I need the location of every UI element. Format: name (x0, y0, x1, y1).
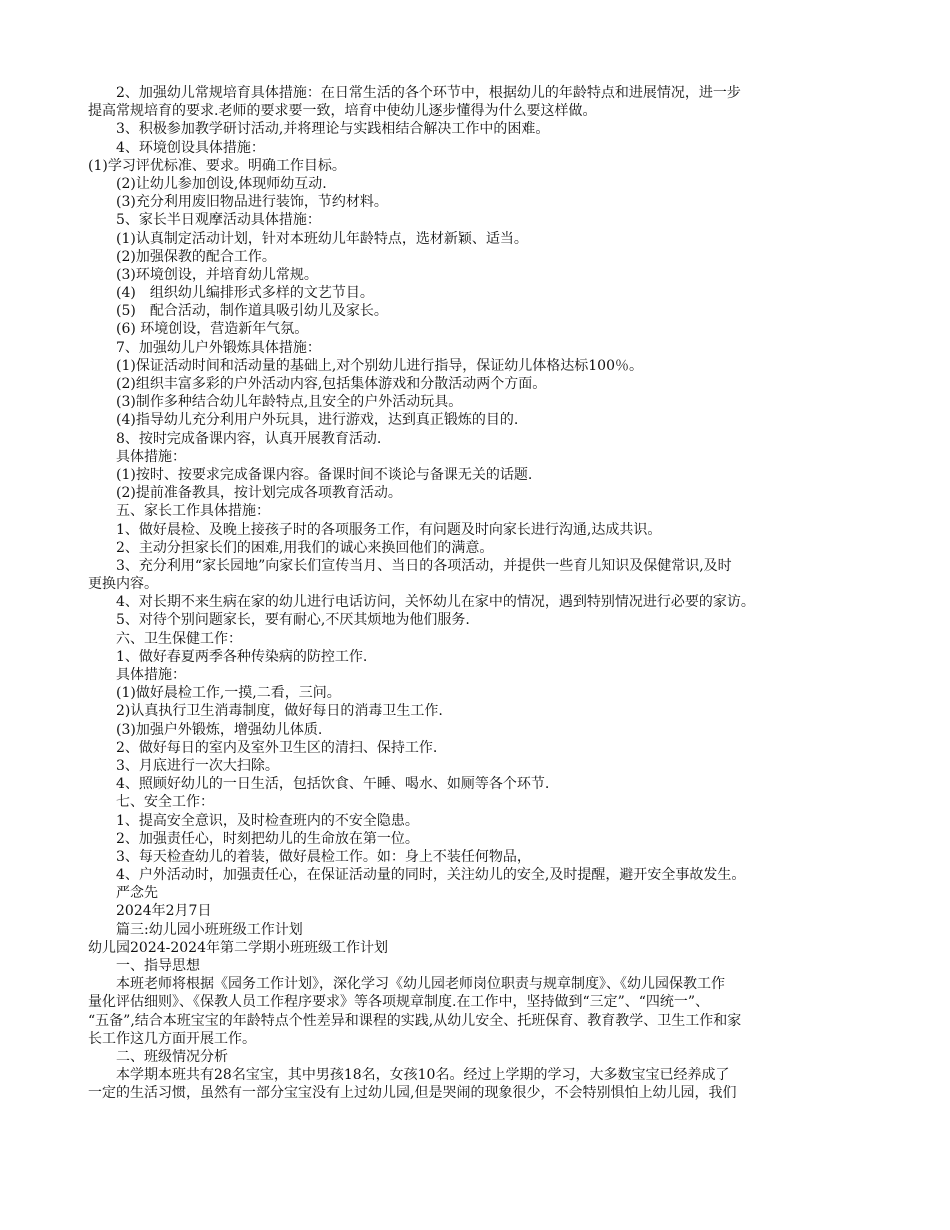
text-line: (4)指导幼儿充分利用户外玩具，进行游戏，达到真正锻炼的目的. (88, 412, 519, 429)
text-line: (1)做好晨检工作,一摸,二看，三问。 (88, 685, 341, 702)
text-line: 本学期本班共有28名宝宝，其中男孩18名，女孩10名。经过上学期的学习，大多数宝宝已经养成了 (88, 1067, 730, 1084)
text-line: (6) 环境创设，营造新年气氛。 (88, 321, 309, 338)
text-line: 本班老师将根据《园务工作计划》，深化学习《幼儿园老师岗位职责与规章制度》、《幼儿园保教工作 (88, 976, 725, 993)
text-line: 一、指导思想 (88, 958, 200, 974)
text-line: (3)充分利用废旧物品进行装饰，节约材料。 (88, 194, 388, 211)
text-line: 5、对待个别问题家长，要有耐心,不厌其烦地为他们服务. (88, 612, 470, 629)
text-line: 4、照顾好幼儿的一日生活，包括饮食、午睡、喝水、如厕等各个环节. (88, 776, 550, 793)
text-line: (4) 组织幼儿编排形式多样的文艺节目。 (88, 285, 374, 302)
text-line: 量化评估细则》、《保教人员工作程序要求》等各项规章制度.在工作中，坚持做到“三定”、“四统一”、 (88, 994, 710, 1011)
text-line: 五、家长工作具体措施： (88, 503, 270, 520)
text-line: (1)保证活动时间和活动量的基础上,对个别幼儿进行指导，保证幼儿体格达标100％。 (88, 357, 644, 374)
text-line: 5、家长半日观摩活动具体措施： (88, 212, 321, 229)
text-line: 幼儿园2024-2024年第二学期小班班级工作计划 (88, 939, 388, 956)
text-line: 具体措施： (88, 448, 186, 465)
text-line: (5) 配合活动，制作道具吸引幼儿及家长。 (88, 303, 388, 320)
text-line: 4、户外活动时，加强责任心，在保证活动量的同时，关注幼儿的安全,及时提醒，避开安全事故发生。 (88, 867, 746, 884)
text-line: 8、按时完成备课内容，认真开展教育活动. (88, 430, 382, 447)
text-line: 3、积极参加教学研讨活动,并将理论与实践相结合解决工作中的困难。 (88, 121, 550, 138)
text-line: 4、环境创设具体措施： (88, 139, 265, 156)
text-line: 1、做好春夏两季各种传染病的防控工作. (88, 648, 368, 665)
text-line: 2、加强责任心，时刻把幼儿的生命放在第一位。 (88, 830, 419, 847)
text-line: 六、卫生保健工作： (88, 630, 242, 647)
text-line: 2、加强幼儿常规培育具体措施：在日常生活的各个环节中，根据幼儿的年龄特点和进展情况，进一步 (88, 85, 741, 101)
text-line: 具体措施： (88, 667, 186, 683)
text-line: 3、每天检查幼儿的着装，做好晨检工作。如：身上不装任何物品， (88, 848, 531, 865)
text-line: (3)环境创设，并培育幼儿常规。 (88, 266, 318, 283)
text-line: 2、做好每日的室内及室外卫生区的清扫、保持工作. (88, 739, 438, 756)
text-line: (3)加强户外锻炼，增强幼儿体质. (88, 721, 323, 738)
text-line: 提高常规培育的要求.老师的要求要一致，培育中使幼儿逐步懂得为什么要这样做。 (88, 103, 597, 120)
text-line: 七、安全工作： (88, 794, 214, 811)
text-line: 1、做好晨检、及晚上接孩子时的各项服务工作，有问题及时向家长进行沟通,达成共识。 (88, 521, 662, 538)
text-line: 4、对长期不来生病在家的幼儿进行电话访问，关怀幼儿在家中的情况，遇到特别情况进行必要的家访。 (88, 594, 755, 611)
text-line: (3)制作多种结合幼儿年龄特点,且安全的户外活动玩具。 (88, 394, 463, 411)
text-line: 严念先 (88, 885, 158, 902)
text-line: 3、充分利用“家长园地”向家长们宣传当月、当日的各项活动，并提供一些育儿知识及保健常识,及时 (88, 557, 732, 574)
text-line: 1、提高安全意识，及时检查班内的不安全隐患。 (88, 812, 419, 829)
text-line: 7、加强幼儿户外锻炼具体措施： (88, 339, 321, 356)
text-line: “五备”,结合本班宝宝的年龄特点个性差异和课程的实践,从幼儿安全、托班保育、教育教学、卫生工作和家 (88, 1012, 742, 1029)
text-line: 篇三:幼儿园小班班级工作计划 (88, 921, 303, 938)
text-line: 2、主动分担家长们的困难,用我们的诚心来换回他们的满意。 (88, 539, 494, 556)
text-line: (2)组织丰富多彩的户外活动内容,包括集体游戏和分散活动两个方面。 (88, 376, 547, 392)
text-line: 3、月底进行一次大扫除。 (88, 757, 279, 774)
text-line: (1)按时、按要求完成备课内容。备课时间不谈论与备课无关的话题. (88, 466, 533, 483)
text-line: 2)认真执行卫生消毒制度，做好每日的消毒卫生工作. (88, 703, 443, 720)
text-line: 长工作这几方面开展工作。 (88, 1030, 256, 1047)
document-body (88, 84, 868, 1103)
text-line: (2)提前准备教具，按计划完成各项教育活动。 (88, 485, 402, 502)
text-line: 2024年2月7日 (88, 903, 212, 920)
text-line: (1)学习评优标准、要求。明确工作目标。 (88, 157, 346, 174)
text-line: 二、班级情况分析 (88, 1048, 228, 1065)
text-line: 一定的生活习惯，虽然有一部分宝宝没有上过幼儿园,但是哭闹的现象很少，不会特别惧怕上幼儿园，我们 (88, 1085, 737, 1102)
text-line: (2)让幼儿参加创设,体现师幼互动. (88, 175, 327, 192)
text-line: (2)加强保教的配合工作。 (88, 248, 276, 265)
text-line: 更换内容。 (88, 576, 158, 593)
text-line: (1)认真制定活动计划，针对本班幼儿年龄特点，选材新颖、适当。 (88, 230, 528, 247)
